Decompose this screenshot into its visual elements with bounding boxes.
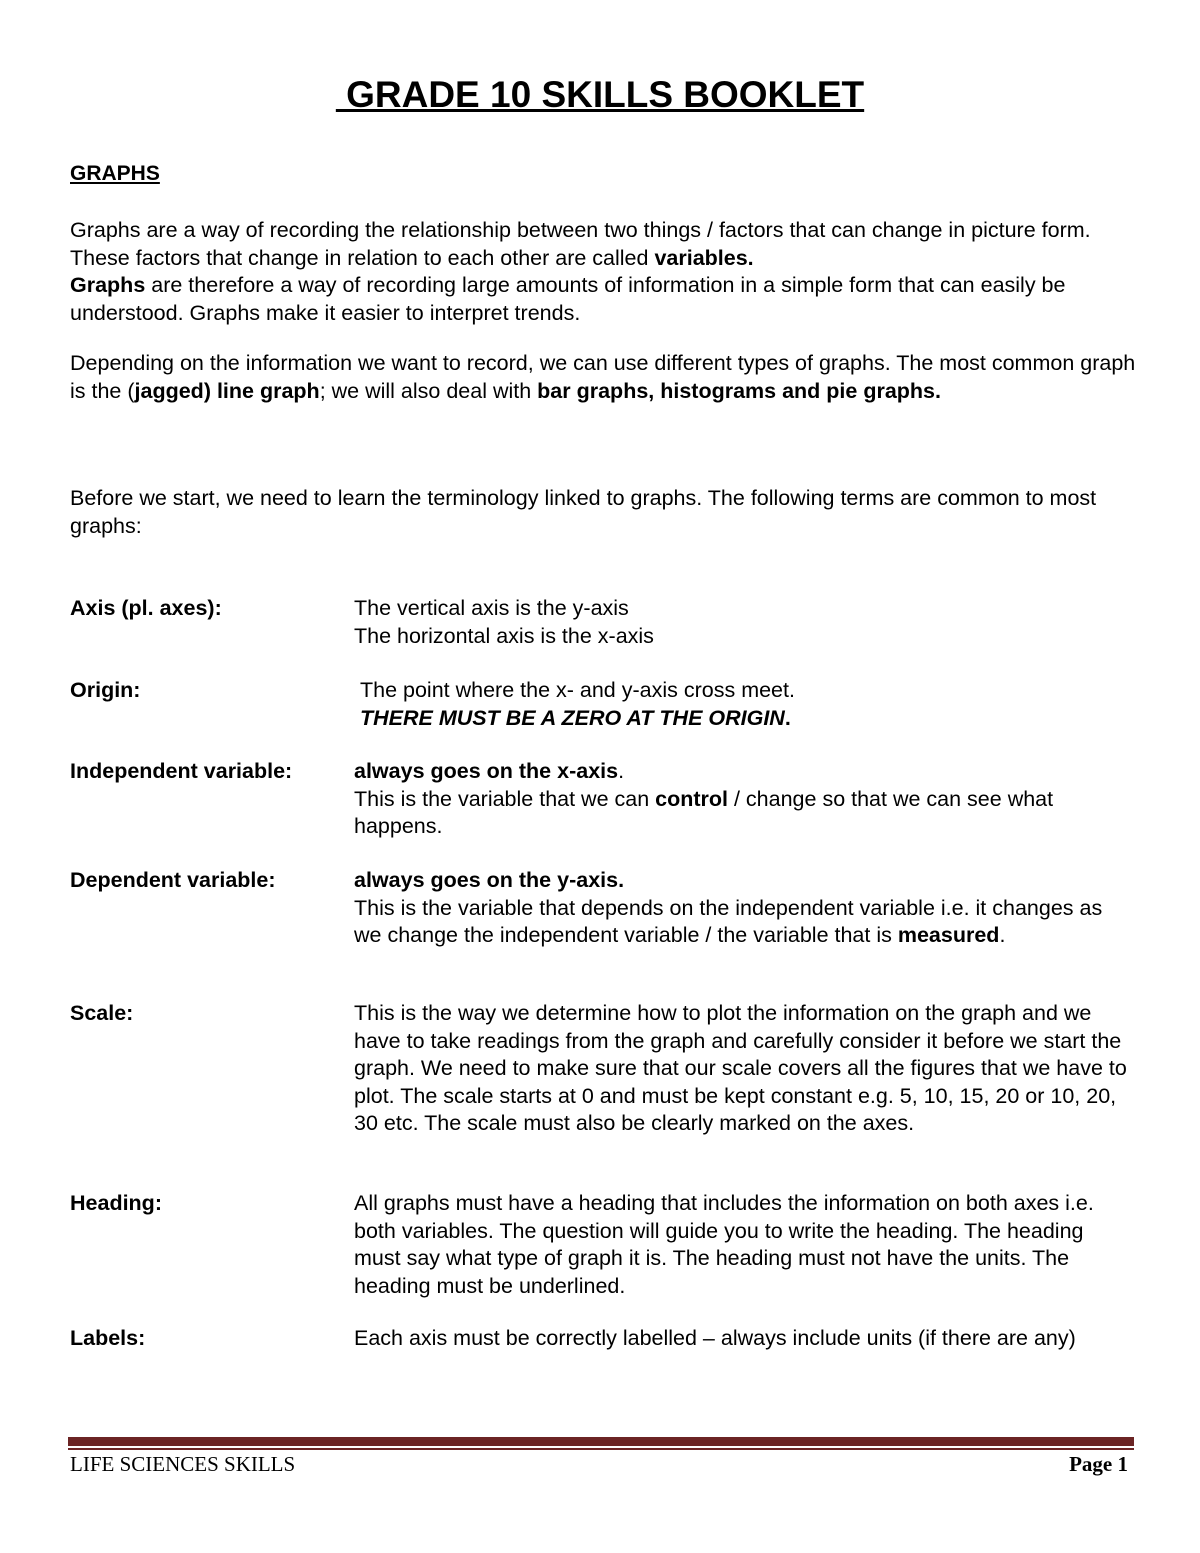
- def-scale: This is the way we determine how to plot the information on the graph and we have to take readings from the graph and carefully consider it before we start the graph. We need to make sure that our scale covers all the figures that we have to plot. The scale starts at 0 and must be kept constant e.g. 5, 10, 15, 20 or 10, 20, 30 etc. The scale must also be clearly marked on the axes.: [354, 1001, 1127, 1135]
- def-dep-text: .: [999, 923, 1006, 947]
- def-heading: All graphs must have a heading that includes the information on both axes i.e. both variables. The question will guide you to write the heading. The heading must say what type of graph it is. The heading must not have the units. The heading must be underlined.: [354, 1191, 1094, 1298]
- intro-bold: Graphs: [70, 273, 146, 297]
- section-heading-graphs: GRAPHS: [70, 162, 160, 185]
- def-indep-period: .: [618, 759, 625, 783]
- def-axis-line: The vertical axis is the y-axis: [354, 596, 629, 620]
- term-axis: Axis (pl. axes):: [70, 596, 222, 620]
- def-indep-text: / change so that we can see what happens.: [354, 786, 1054, 838]
- def-dep-measured: measured: [897, 923, 1000, 947]
- term-independent-variable: Independent variable:: [70, 759, 293, 783]
- footer-rule: [68, 1437, 1134, 1446]
- def-indep-text: This is the variable that we can: [354, 786, 656, 811]
- def-indep-bold: always goes on the x-axis: [354, 759, 619, 783]
- footer-left-text: LIFE SCIENCES SKILLS: [70, 1452, 296, 1476]
- intro-text: are therefore a way of recording large amounts of information in a simple form that can easily be understood. Graphs make it easier to interpret trends.: [70, 273, 1066, 325]
- intro-bold: jagged) line graph: [134, 378, 320, 403]
- def-independent-variable: [354, 758, 1134, 841]
- intro-bold: variables.: [654, 245, 754, 270]
- def-dependent-variable: [354, 867, 1134, 950]
- def-indep-control: control: [655, 786, 729, 811]
- intro-paragraph-1: [70, 217, 1140, 327]
- intro-text: Depending on the information we want to record, we can use different types of graphs. The most common graph is the (: [70, 351, 1136, 403]
- def-axis-line: The horizontal axis is the x-axis: [354, 623, 654, 648]
- def-origin-emphasis: THERE MUST BE A ZERO AT THE ORIGIN: [360, 705, 785, 730]
- footer-rule-thin: [68, 1448, 1134, 1450]
- def-labels: Each axis must be correctly labelled – always include units (if there are any): [354, 1326, 1076, 1350]
- term-scale: Scale:: [70, 1001, 134, 1025]
- def-axis: [354, 595, 1134, 650]
- footer-page-number: Page 1: [1069, 1452, 1128, 1476]
- def-origin: [360, 677, 1140, 732]
- term-dependent-variable: Dependent variable:: [70, 868, 276, 892]
- def-origin-period: .: [784, 705, 791, 730]
- intro-text: Graphs are a way of recording the relationship between two things / factors that can change in picture form. These factors that change in relation to each other are called: [70, 218, 1091, 270]
- def-dep-text: This is the variable that depends on the independent variable i.e. it changes as we change the independent variable / the variable that is: [354, 895, 1103, 947]
- term-heading: Heading:: [70, 1191, 162, 1215]
- def-dep-bold: always goes on the y-axis.: [354, 868, 625, 892]
- intro-paragraph-3: Before we start, we need to learn the terminology linked to graphs. The following terms are common to most graphs:: [70, 486, 1097, 538]
- term-labels: Labels:: [70, 1326, 146, 1350]
- intro-bold: bar graphs, histograms and pie graphs.: [537, 378, 941, 403]
- intro-text: ; we will also deal with: [319, 378, 538, 403]
- page-title: GRADE 10 SKILLS BOOKLET: [335, 74, 865, 115]
- term-origin: Origin:: [70, 678, 141, 702]
- def-origin-line: The point where the x- and y-axis cross meet.: [360, 678, 795, 702]
- intro-paragraph-2: [70, 350, 1140, 405]
